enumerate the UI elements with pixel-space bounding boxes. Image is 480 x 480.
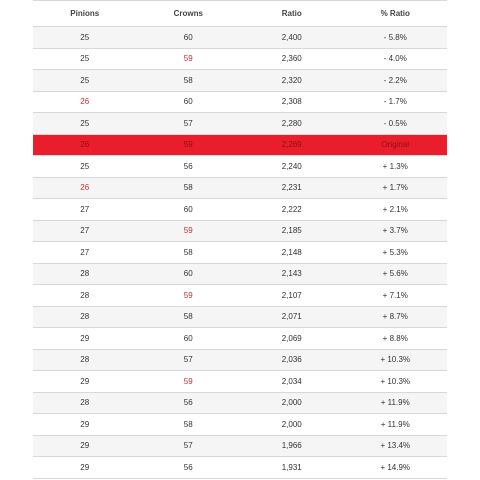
pinions-cell: 27 [33,242,137,264]
crowns-cell: 56 [137,457,241,479]
pinions-cell: 25 [33,27,137,49]
pinions-cell: 25 [33,156,137,178]
pinions-cell: 29 [33,371,137,393]
crowns-cell: 60 [137,199,241,221]
pinions-cell: 29 [33,328,137,350]
crowns-cell: 60 [137,91,241,113]
pct-ratio-cell: - 1.7% [344,91,448,113]
pct-ratio-cell: + 11.9% [344,392,448,414]
pct-ratio-cell: - 5.8% [344,27,448,49]
ratio-cell: 2,000 [240,414,344,436]
pinions-cell: 28 [33,392,137,414]
table-row [33,113,447,135]
pct-ratio-cell: + 5.3% [344,242,448,264]
pct-ratio-cell: + 7.1% [344,285,448,307]
pct-ratio-cell: + 8.8% [344,328,448,350]
table-row [33,349,447,371]
crowns-cell: 60 [137,27,241,49]
crowns-cell: 58 [137,177,241,199]
crowns-cell: 59 [137,371,241,393]
crowns-cell: 58 [137,414,241,436]
crowns-cell: 57 [137,435,241,457]
table-row [33,371,447,393]
crowns-cell: 59 [137,220,241,242]
pinions-cell: 28 [33,285,137,307]
pct-ratio-cell: - 2.2% [344,70,448,92]
table-row [33,242,447,264]
crowns-cell: 60 [137,328,241,350]
pinions-cell: 26 [33,134,137,156]
pct-ratio-cell: + 11.9% [344,414,448,436]
table-row [33,435,447,457]
pinions-cell: 25 [33,113,137,135]
header-pct-ratio: % Ratio [344,1,448,27]
ratio-cell: 2,280 [240,113,344,135]
pinions-cell: 29 [33,435,137,457]
pinions-cell: 27 [33,220,137,242]
table-row [33,27,447,49]
table-row [33,70,447,92]
ratio-cell: 2,034 [240,371,344,393]
table-row [33,457,447,479]
ratio-cell: 1,966 [240,435,344,457]
pinions-cell: 29 [33,414,137,436]
ratio-cell: 2,148 [240,242,344,264]
crowns-cell: 59 [137,48,241,70]
pct-ratio-cell: + 13.4% [344,435,448,457]
crowns-cell: 57 [137,113,241,135]
pct-ratio-cell: + 10.3% [344,371,448,393]
pinions-cell: 25 [33,48,137,70]
table-row [33,392,447,414]
table-row [33,177,447,199]
pct-ratio-cell: - 4.0% [344,48,448,70]
ratio-cell: 2,000 [240,392,344,414]
table-row-original [33,134,447,156]
table-row [33,263,447,285]
ratio-cell: 2,269 [240,134,344,156]
ratio-cell: 2,036 [240,349,344,371]
pct-ratio-cell: + 2.1% [344,199,448,221]
pinions-cell: 29 [33,457,137,479]
ratio-cell: 2,308 [240,91,344,113]
ratio-cell: 2,231 [240,177,344,199]
ratio-cell: 2,360 [240,48,344,70]
table-row [33,285,447,307]
pct-ratio-cell: Original [344,134,448,156]
crowns-cell: 60 [137,263,241,285]
table-row [33,328,447,350]
pct-ratio-cell: + 3.7% [344,220,448,242]
table-row [33,156,447,178]
ratio-cell: 2,185 [240,220,344,242]
ratio-cell: 2,320 [240,70,344,92]
crowns-cell: 59 [137,134,241,156]
ratio-cell: 2,222 [240,199,344,221]
crowns-cell: 58 [137,306,241,328]
pinions-cell: 28 [33,306,137,328]
table-row [33,91,447,113]
ratio-cell: 2,400 [240,27,344,49]
ratio-cell: 1,931 [240,457,344,479]
pct-ratio-cell: + 5.6% [344,263,448,285]
crowns-cell: 56 [137,392,241,414]
pinions-cell: 28 [33,349,137,371]
pinions-cell: 26 [33,177,137,199]
gear-ratio-table-container [33,0,447,479]
crowns-cell: 57 [137,349,241,371]
pct-ratio-cell: + 1.7% [344,177,448,199]
header-ratio: Ratio [240,1,344,27]
crowns-cell: 59 [137,285,241,307]
pct-ratio-cell: + 14.9% [344,457,448,479]
table-row [33,220,447,242]
pct-ratio-cell: + 8.7% [344,306,448,328]
pinions-cell: 26 [33,91,137,113]
table-row [33,48,447,70]
ratio-cell: 2,107 [240,285,344,307]
crowns-cell: 58 [137,242,241,264]
pct-ratio-cell: + 10.3% [344,349,448,371]
pct-ratio-cell: + 1.3% [344,156,448,178]
ratio-cell: 2,071 [240,306,344,328]
crowns-cell: 56 [137,156,241,178]
gear-ratio-table [33,1,447,479]
table-row [33,306,447,328]
table-row [33,414,447,436]
ratio-cell: 2,240 [240,156,344,178]
pinions-cell: 28 [33,263,137,285]
table-row [33,199,447,221]
header-pinions: Pinions [33,1,137,27]
header-row [33,1,447,27]
ratio-cell: 2,069 [240,328,344,350]
crowns-cell: 58 [137,70,241,92]
header-crowns: Crowns [137,1,241,27]
ratio-cell: 2,143 [240,263,344,285]
pinions-cell: 25 [33,70,137,92]
pct-ratio-cell: - 0.5% [344,113,448,135]
pinions-cell: 27 [33,199,137,221]
